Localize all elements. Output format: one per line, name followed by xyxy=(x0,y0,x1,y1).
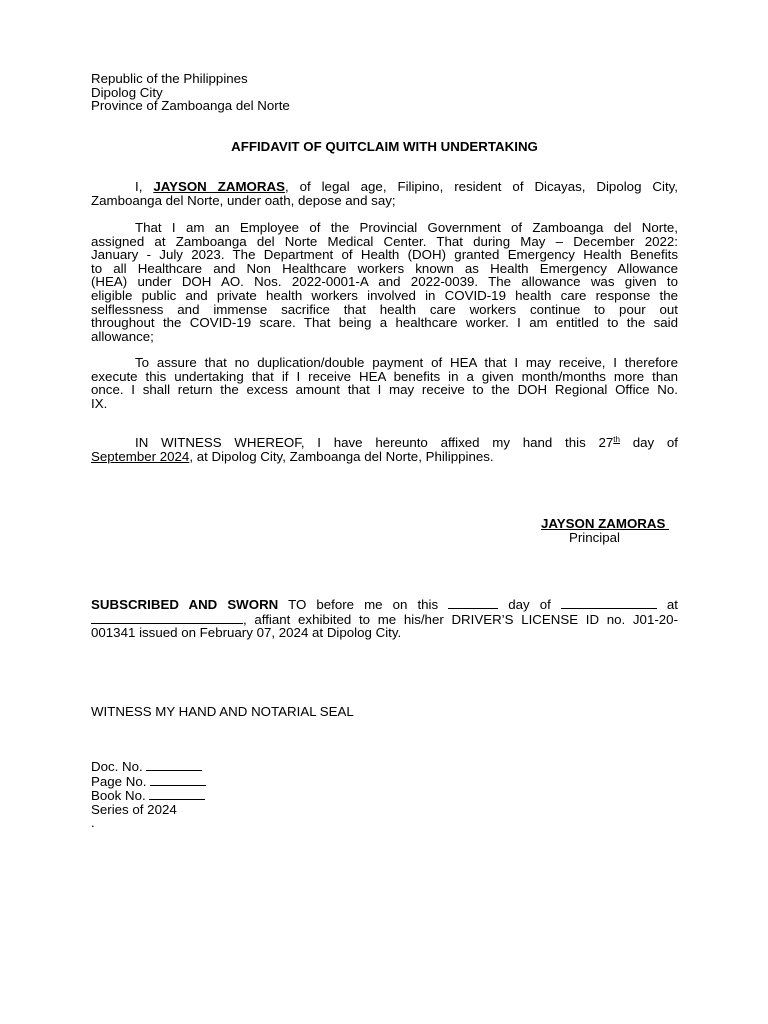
jurat-text-a: TO before me on this xyxy=(278,597,449,612)
intro-line-1-rest: , of legal age, Filipino, resident of Dicayas, Dipolog City, xyxy=(284,179,679,194)
witness-line-1 xyxy=(91,436,678,450)
witness-line-1-end: day of xyxy=(619,435,678,450)
jurat-lead: SUBSCRIBED AND SWORN xyxy=(91,597,279,612)
execution-date: September 2024 xyxy=(91,448,190,464)
jurat-text-c: at xyxy=(656,597,678,612)
header-province: Province of Zamboanga del Norte xyxy=(91,98,290,114)
book-no-blank xyxy=(149,788,205,800)
signature-role: Principal xyxy=(569,530,620,545)
para1-line: throughout the COVID-19 scare. That being a healthcare worker. I am entitled to the said xyxy=(91,315,678,331)
header-city: Dipolog City xyxy=(91,84,163,100)
document-title: AFFIDAVIT OF QUITCLAIM WITH UNDERTAKING xyxy=(231,139,538,154)
para1-line: to all Healthcare and Non Healthcare workers known as Health Emergency Allowance xyxy=(91,260,678,276)
para1-line: (HEA) under DOH AO. Nos. 2022-0001-A and 2022-0039. The allowance was given to xyxy=(91,274,678,290)
header-block xyxy=(91,72,678,113)
para2-line: once. I shall return the excess amount that I may receive to the DOH Regional Office No. xyxy=(91,382,678,398)
notarial-text: WITNESS MY HAND AND NOTARIAL SEAL xyxy=(91,704,354,719)
jurat-line-3: 001341 issued on February 07, 2024 at Dipolog City. xyxy=(91,625,402,641)
para1-line: assigned at Zamboanga del Norte Medical Center. That during May – December 2022: xyxy=(91,233,678,249)
jurat-line-2 xyxy=(91,612,678,627)
doc-entries xyxy=(91,759,678,830)
affiant-name: JAYSON ZAMORAS xyxy=(153,179,285,194)
page-no-blank xyxy=(150,774,206,786)
witness-text: IN WITNESS WHEREOF, I have hereunto affixed my hand this 27 xyxy=(135,435,614,450)
para1-line: January - July 2023. The Department of Health (DOH) granted Emergency Health Benefits xyxy=(91,247,678,263)
employment-paragraph xyxy=(91,221,678,343)
para2-line: To assure that no duplication/double payment of HEA that I may receive, I therefore xyxy=(135,355,678,370)
signature-name: JAYSON ZAMORAS xyxy=(541,516,670,531)
doc-no-blank xyxy=(146,759,202,771)
place-blank xyxy=(91,612,243,624)
para1-line: eligible public and private health workers involved in COVID-19 health care response the xyxy=(91,287,678,303)
jurat-text-2: , affiant exhibited to me his/her DRIVER’S LICENSE ID no. J01-20- xyxy=(243,611,678,627)
day-suffix: th xyxy=(613,435,620,444)
para1-line: selflessness and immense sacrifice that health care workers continue to pour out xyxy=(91,301,678,317)
intro-paragraph xyxy=(91,180,678,207)
jurat-line-1 xyxy=(91,597,678,612)
para1-line: That I am an Employee of the Provincial Government of Zamboanga del Norte, xyxy=(135,220,678,235)
trailing-period: . xyxy=(91,815,95,831)
witness-paragraph xyxy=(91,436,678,463)
para1-line: allowance; xyxy=(91,328,154,344)
page-no-label: Page No. xyxy=(91,773,151,789)
page-no-entry xyxy=(91,774,678,789)
book-no-entry xyxy=(91,788,678,803)
intro-line-1 xyxy=(91,180,678,194)
para2-line: execute this undertaking that if I receive HEA benefits in a given month/months more than xyxy=(91,368,678,384)
series-entry: Series of 2024 xyxy=(91,801,177,817)
witness-line-2-rest: , at Dipolog City, Zamboanga del Norte, Philippines. xyxy=(189,448,494,464)
para2-line: IX. xyxy=(91,395,108,411)
intro-prefix: I, xyxy=(135,179,154,194)
jurat-text-b: day of xyxy=(498,597,561,612)
jurat-paragraph xyxy=(91,597,678,640)
doc-no-label: Doc. No. xyxy=(91,759,147,774)
day-blank xyxy=(448,597,498,609)
witness-line-2 xyxy=(91,450,678,464)
book-no-label: Book No. xyxy=(91,788,150,804)
undertaking-paragraph xyxy=(91,356,678,410)
header-republic: Republic of the Philippines xyxy=(91,71,248,86)
doc-no-entry xyxy=(91,759,678,774)
intro-line-2: Zamboanga del Norte, under oath, depose and say; xyxy=(91,192,396,208)
month-blank xyxy=(561,597,657,609)
notarial-statement xyxy=(91,705,678,719)
